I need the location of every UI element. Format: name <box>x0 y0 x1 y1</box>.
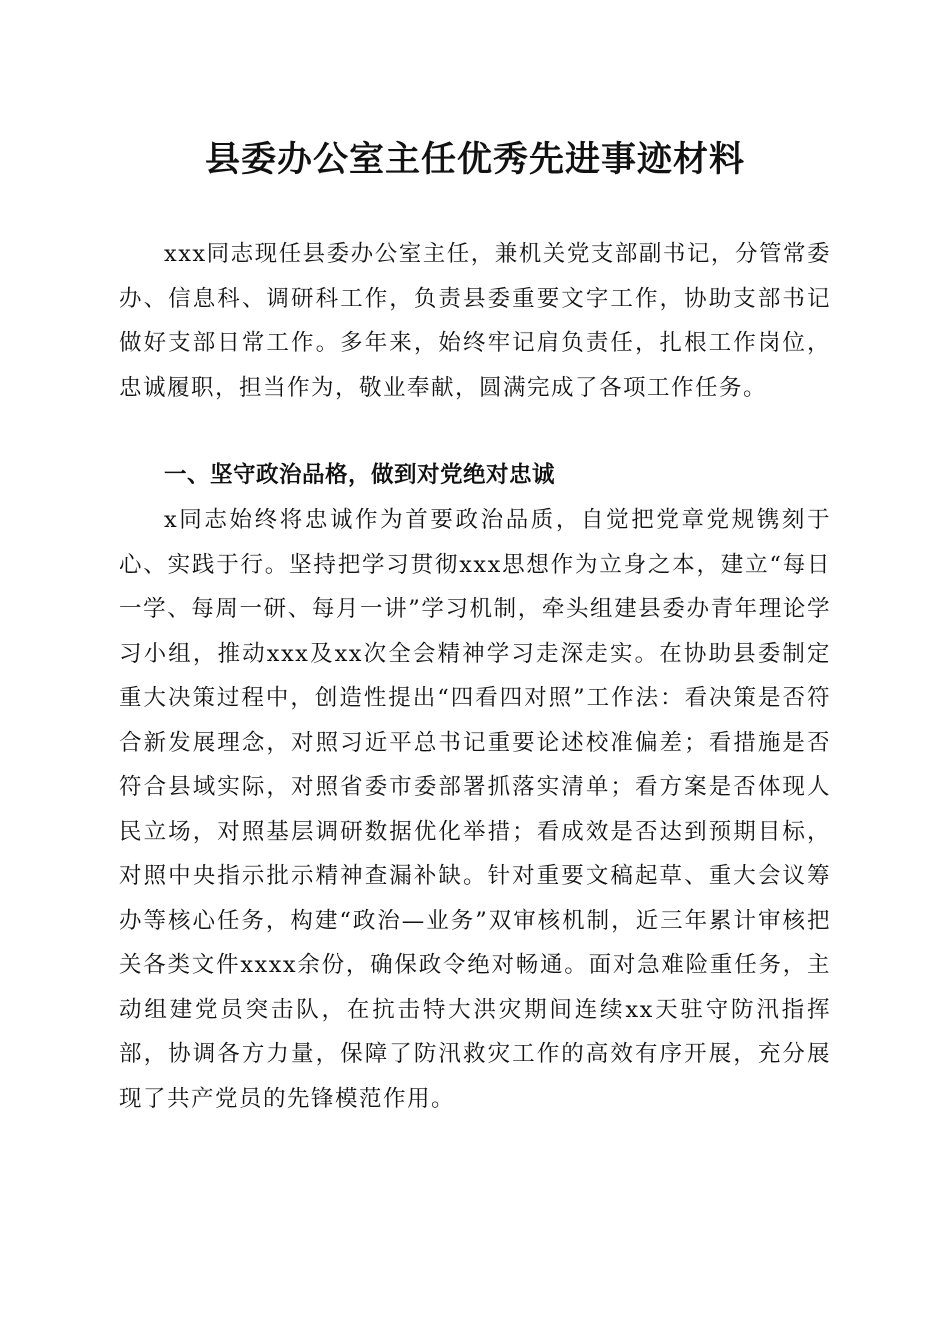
section-paragraph: x同志始终将忠诚作为首要政治品质，自觉把党章党规镌刻于心、实践于行。坚持把学习贯彻xxx思想作为立身之本，建立“每日一学、每周一研、每月一讲”学习机制，牵头组建县委办青年理论学习小组，推动xxx及xx次全会精神学习走深走实。在协助县委制定重大决策过程中，创造性提出“四看四对照”工作法：看决策是否符合新发展理念，对照习近平总书记重要论述校准偏差；看措施是否符合县域实际，对照省委市委部署抓落实清单；看方案是否体现人民立场，对照基层调研数据优化举措；看成效是否达到预期目标，对照中央指示批示精神查漏补缺。针对重要文稿起草、重大会议筹办等核心任务，构建“政治—业务”双审核机制，近三年累计审核把关各类文件xxxx余份，确保政令绝对畅通。面对急难险重任务，主动组建党员突击队，在抗击特大洪灾期间连续xx天驻守防汛指挥部，协调各方力量，保障了防汛救灾工作的高效有序开展，充分展现了共产党员的先锋模范作用。 <box>119 507 831 1112</box>
document-title: 县委办公室主任优秀先进事迹材料 <box>204 139 745 180</box>
intro-paragraph: xxx同志现任县委办公室主任，兼机关党支部副书记，分管常委办、信息科、调研科工作，负责县委重要文字工作，协助支部书记做好支部日常工作。多年来，始终牢记肩负责任，扎根工作岗位，忠诚履职，担当作为，敬业奉献，圆满完成了各项工作任务。 <box>119 241 831 401</box>
section-heading: 一、坚守政治品格，做到对党绝对忠诚 <box>164 462 556 488</box>
